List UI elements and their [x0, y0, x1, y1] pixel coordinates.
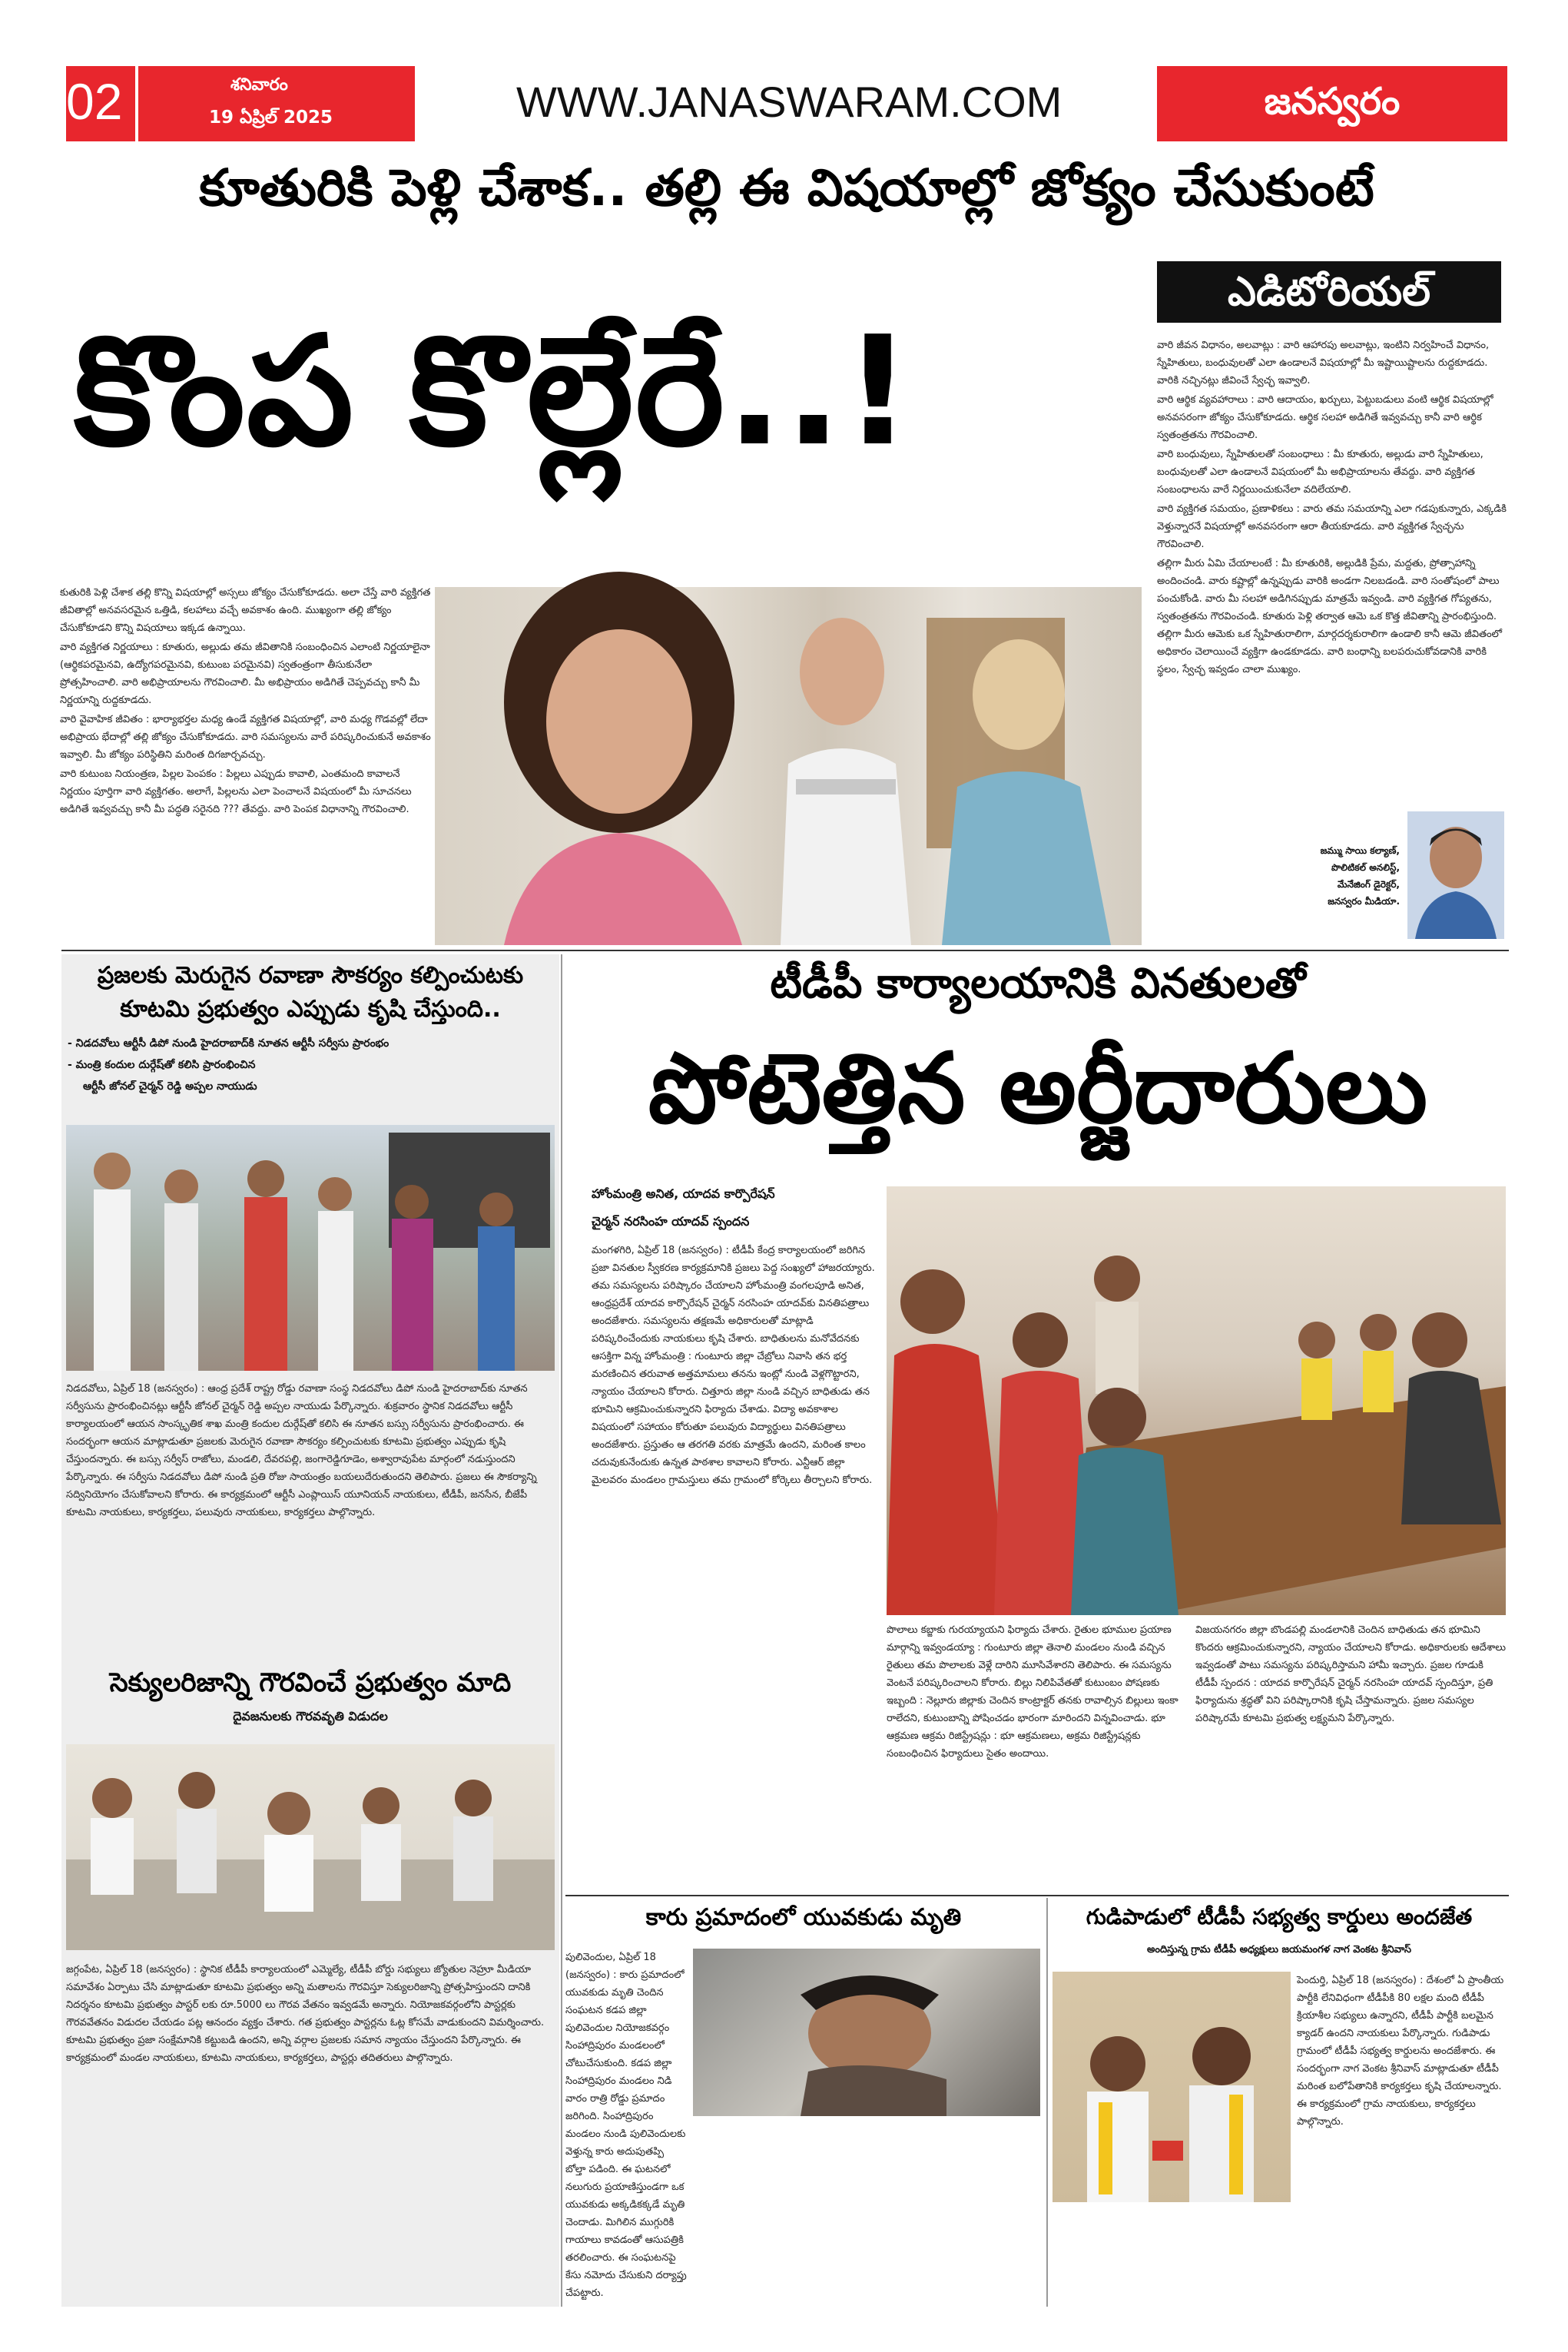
lead-para: వారి వైవాహిక జీవితం : భార్యాభర్తల మధ్య ఉండే వ్యక్తిగత విషయాల్లో, వారి మధ్య గొడవల్లో లేదా అభిప్రాయ భేదాల్లో తల్లి జోక్యం చేసుకోకూడదు. వారి సమస్యలను వారే పరిష్కరించుకునే అవకాశం ఇవ్వాలి. మీ జోక్యం పరిస్థితిని మరింత దిగజార్చవచ్చు. [60, 714, 431, 761]
website-url: WWW.JANASWARAM.COM [516, 78, 1062, 126]
column-divider [561, 954, 562, 2307]
tdp-subhead-1: హోంమంత్రి అనిత, యాదవ కార్పొరేషన్ [592, 1186, 775, 1201]
editorial-para: వారి వ్యక్తిగత సమయం, ప్రణాళికలు : వారు తమ సమయాన్ని ఎలా గడపుకున్నారు, ఎక్కడికి వెళ్తున్నారనే విషయాల్లో అనవసరంగా ఆరా తీయకూడదు. వారి వ్యక్తిగత స్వేచ్ఛను గౌరవించాలి. [1157, 503, 1507, 550]
editorial-para: తల్లిగా మీరు ఏమి చేయాలంటే : మీ కూతురికి, అల్లుడికి ప్రేమ, మద్దతు, ప్రోత్సాహాన్ని అందించండి. వారు కష్టాల్లో ఉన్నప్పుడు వారికి అండగా నిలబడండి. వారి సంతోషంలో పాలు పంచుకోండి. వారు మీ సలహా అడిగినప్పుడు మాత్రమే ఇవ్వండి. వారి వ్యక్తిగత గోప్యతను, స్వతంత్రతను గౌరవించండి. కూతురు పెళ్లి తర్వాత ఆమె ఒక కొత్త జీవితాన్ని ప్రారంభిస్తుంది. తల్లిగా మీరు ఆమెకు ఒక స్నేహితురాలిగా, మార్గదర్శకురాలిగా ఉండాలి కానీ ఆమె జీవితంలో అధికారం చెలాయించే వ్యక్తిగా ఉండకూడదు. వారి బంధాన్ని బలపరుచుకోవడానికి వారికి స్థలం, స్వేచ్ఛ ఇవ్వడం చాలా ముఖ్యం. [1157, 558, 1503, 675]
rtc-bullet: ఆర్టీసీ జోనల్ చైర్మన్ రెడ్డి అప్పల నాయుడు [83, 1080, 257, 1093]
editorial-body [1157, 337, 1510, 802]
accident-body-top: పులివెందుల, ఏప్రిల్ 18 (జనస్వరం) : కారు ప్రమాదంలో యువకుడు మృతి చెందిన సంఘటన కడప జిల్లా పులివెందుల నియోజకవర్గం సింహాద్రిపురం మండలంలో చోటుచేసుకుంది. కడప జిల్లా సింహాద్రిపురం మండలం నిడి వారం రాత్రి రోడ్డు ప్రమాదం జరిగింది. సింహాద్రిపురం మండలం నుండి పులివెందులకు వెళ్తున్న కారు అదుపుతప్పి బోల్తా పడింది. ఈ ఘటనలో నలుగురు ప్రయాణిస్తుండగా ఒక యువకుడు అక్కడికక్కడే మృతి చెందాడు. మిగిలిన ముగ్గురికి గాయాలు కావడంతో ఆసుపత్రికి తరలించారు. ఈ సంఘటనపై కేసు నమోదు చేసుకుని దర్యాప్తు చేపట్టారు. [565, 1952, 687, 2299]
day-label: శనివారం [230, 75, 288, 95]
byline-line: జమ్ము సాయి కల్యాణ్, [1320, 845, 1400, 856]
byline-line: పొలిటికల్ అనలిస్ట్, [1331, 862, 1400, 873]
author-illustration [1407, 811, 1504, 939]
rtc-body: నిడదవోలు, ఏప్రిల్ 18 (జనస్వరం) : ఆంధ్ర ప్రదేశ్ రాష్ట్ర రోడ్డు రవాణా సంస్థ నిడదవోలు డిపో నుండి హైదరాబాద్‌కు నూతన సర్వీసును ప్రారంభించినట్లు ఆర్టీసీ జోనల్ చైర్మన్ రెడ్డి అప్పల నాయుడు పేర్కొన్నారు. శుక్రవారం స్థానిక నిడదవోలు ఆర్టీసీ కార్యాలయంలో ఆయన సాంస్కృతిక శాఖ మంత్రి కందుల దుర్గేష్‌తో కలిసి ఈ నూతన బస్సు సర్వీసును ప్రారంభించారు. ఈ సందర్భంగా ఆయన మాట్లాడుతూ ప్రజలకు మెరుగైన రవాణా సౌకర్యం కల్పించుటకు కూటమి ప్రభుత్వం ఎప్పుడు కృషి చేస్తుందన్నారు. ఈ బస్సు సర్వీస్ రాజోలు, మండలి, దేవరపల్లి, జంగారెడ్డిగూడెం, అశ్వారావుపేట మార్గంలో నడుస్తుందని పేర్కొన్నారు. ఈ సర్వీసు నిడదవోలు డిపో నుండి ప్రతి రోజు సాయంత్రం బయలుదేరుతుందని తెలిపారు. ప్రజలు ఈ సౌకర్యాన్ని సద్వినియోగం చేసుకోవాలని కోరారు. ఈ కార్యక్రమంలో ఆర్టీసీ ఎంప్లాయిస్ యూనియన్ నాయకులు, టీడీపీ, జనసేన, బీజేపీ కూటమి నాయకులు, కార్యకర్తలు, పలువురు నాయకులు, కార్యకర్తలు పాల్గొన్నారు. [66, 1383, 537, 1518]
rtc-photo [66, 1125, 555, 1371]
section-divider [61, 950, 1509, 951]
bottom-column-divider [1046, 1898, 1048, 2307]
mother-daughter-photo [435, 587, 1142, 945]
rtc-bullet: - మంత్రి కందుల దుర్గేష్‌తో కలిసి ప్రారంభించిన [68, 1059, 256, 1071]
secular-body: జగ్గంపేట, ఏప్రిల్ 18 (జనస్వరం) : స్థానిక టీడీపీ కార్యాలయంలో ఎమ్మెల్యే, టీడీపీ బోర్డు సభ్యులు జ్యోతుల నెహ్రూ మీడియా సమావేశం ఏర్పాటు చేసి మాట్లాడుతూ కూటమి ప్రభుత్వం అన్ని మతాలను గౌరవిస్తూ సెక్యులరిజాన్ని ప్రోత్సహిస్తుందని దానికి నిదర్శనం కూటమి ప్రభుత్వం పాస్టర్ లకు రూ.5000 లు గౌరవ వేతనం ఇవ్వడమే అన్నారు. నియోజకవర్గంలోని పాస్టర్లకు గౌరవవేతనం విడుదల చేయడం పట్ల ఆనందం వ్యక్తం చేశారు. గత ప్రభుత్వం పాస్టర్లను ఓట్ల కోసమే వాడుకుందని విమర్శించారు. కూటమి ప్రభుత్వం ప్రజా సంక్షేమానికి కట్టుబడి ఉందని, అన్ని వర్గాల ప్రజలకు సమాన న్యాయం చేస్తుందని పేర్కొన్నారు. ఈ కార్యక్రమంలో మండల నాయకులు, కూటమి నాయకులు, కార్యకర్తలు, పాస్టర్లు తదితరులు పాల్గొన్నారు. [66, 1964, 545, 2064]
gudipadu-photo [1053, 1972, 1291, 2202]
secular-photo-illustration [66, 1744, 555, 1950]
tdp-headline: పోటెత్తిన అర్జీదారులు [648, 1032, 1428, 1145]
editorial-byline [1268, 842, 1400, 910]
gudipadu-photo-illustration [1053, 1972, 1291, 2202]
editorial-para: వారి జీవన విధానం, అలవాట్లు : వారి ఆహారపు అలవాట్లు, ఇంటిని నిర్వహించే విధానం, స్నేహితులు, బంధువులతో ఎలా ఉండాలనే విషయాల్లో మీ ఇష్టాయిష్టాలను రుద్దకూడదు. వారికి నచ్చినట్లు జీవించే స్వేచ్ఛ ఇవ్వాలి. [1157, 340, 1490, 386]
bottom-section-divider [565, 1895, 1509, 1896]
accident-photo-illustration [693, 1949, 1040, 2116]
paper-name: జనస్వరం [1264, 80, 1401, 123]
accident-headline: కారు ప్రమాదంలో యువకుడు మృతి [645, 1904, 962, 1931]
photo-illustration [435, 587, 1142, 945]
lead-headline: కొంప కొల్లేరే..! [74, 304, 914, 479]
gudipadu-body: పెందుర్తి, ఏప్రిల్ 18 (జనస్వరం) : దేశంలో ఏ ప్రాంతీయ పార్టీకి లేనివిధంగా టీడీపీకి 80 లక్షల మంది టీడీపీ క్రియాశీల సభ్యులు ఉన్నారని, టీడీపీ పార్టీకి బలమైన క్యాడర్ ఉందని నాయకులు పేర్కొన్నారు. గుడిపాడు గ్రామంలో టీడీపీ సభ్యత్వ కార్డులను అందజేశారు. ఈ సందర్భంగా నాగ వెంకట శ్రీనివాస్ మాట్లాడుతూ టీడీపీ మరింత బలోపేతానికి కార్యకర్తలు కృషి చేయాలన్నారు. ఈ కార్యక్రమంలో గ్రామ నాయకులు, కార్యకర్తలు పాల్గొన్నారు. [1297, 1975, 1504, 2128]
rtc-headline-2: కూటమి ప్రభుత్వం ఎప్పుడు కృషి చేస్తుంది.. [120, 996, 501, 1023]
tdp-col-2: పొలాలు కబ్జాకు గురయ్యాయని ఫిర్యాదు చేశారు. రైతుల భూముల ప్రయాణ మార్గాన్ని ఇవ్వండయ్యా : గుంటూరు జిల్లా తెనాలి మండలం నుండి వచ్చిన రైతులు తమ పొలాలకు వెళ్లే దారిని మూసివేశారని తెలిపారు. ఈ సమస్యను వెంటనే పరిష్కరించాలని కోరారు. బిల్లు నిలిపివేతతో కుటుంబం పోషణకు ఇబ్బంది : నెల్లూరు జిల్లాకు చెందిన కాంట్రాక్టర్ తనకు రావాల్సిన బిల్లులు ఇంకా రాలేదని, కుటుంబాన్ని పోషించడం భారంగా మారిందని విన్నవించాడు. భూ ఆక్రమణ ఆక్రమ రిజిస్ట్రేషన్లు : భూ ఆక్రమణలు, అక్రమ రిజిస్ట్రేషన్లకు సంబంధించిన ఫిర్యాదులు సైతం అందాయి. [887, 1624, 1178, 1760]
lead-body [60, 584, 433, 937]
lead-kicker: కూతురికి పెళ్లి చేశాక.. తల్లి ఈ విషయాల్లో జోక్యం చేసుకుంటే [199, 158, 1374, 217]
accident-body-bottom [565, 2122, 1042, 2301]
date-label: 19 ఏప్రిల్ 2025 [209, 108, 333, 128]
tdp-kicker: టీడీపీ కార్యాలయానికి వినతులతో [770, 959, 1306, 1007]
gudipadu-subhead: అందిస్తున్న గ్రామ టీడీపీ అధ్యక్షులు జయమంగళ నాగ వెంకట శ్రీనివాస్ [1146, 1944, 1412, 1956]
tdp-meeting-photo [887, 1186, 1506, 1615]
secular-subhead: దైవజనులకు గౌరవవృతి విడుదల [233, 1709, 388, 1723]
tdp-subhead-2: చైర్మన్ నరసింహ యాదవ్ స్పందన [592, 1214, 750, 1229]
secular-photo [66, 1744, 555, 1950]
author-photo [1407, 811, 1504, 939]
lead-para: వారి కుటుంబ నియంత్రణ, పిల్లల పెంపకం : పిల్లలు ఎప్పుడు కావాలి, ఎంతమంది కావాలనే నిర్ణయం పూర్తిగా వారి వ్యక్తిగతం. అలాగే, పిల్లలను ఎలా పెంచాలనే విషయంలో మీ సూచనలు అడిగితే ఇవ్వవచ్చు కానీ మీ పద్ధతి సరైనది ??? తేవద్దు. వారి పెంపక విధానాన్ని గౌరవించాలి. [60, 768, 412, 815]
lead-para: కుతురికి పెళ్లి చేశాక తల్లి కొన్ని విషయాల్లో అస్సలు జోక్యం చేసుకోకూడదు. అలా చేస్తే వారి వ్యక్తిగత జీవితాల్లో అనవసరమైన ఒత్తిడి, కలహాలు వచ్చే అవకాశం ఉంది. ముఖ్యంగా తల్లి జోక్యం చేసుకోకూడని కొన్ని విషయాలు ఇక్కడ ఉన్నాయి. [60, 587, 431, 634]
lead-para: వారి వ్యక్తిగత నిర్ణయాలు : కూతురు, అల్లుడు తమ జీవితానికి సంబంధించిన ఎలాంటి నిర్ణయాలైనా (ఆర్థికపరమైనవి, ఉద్యోగపరమైనవి, కుటుంబ పరమైనవి) స్వతంత్రంగా తీసుకునేలా ప్రోత్సహించాలి. వారి అభిప్రాయాలను గౌరవించాలి. మీ అభిప్రాయం అడిగితే చెప్పవచ్చు కానీ మీ నిర్ణయాన్ని రుద్దకూడదు. [60, 642, 430, 706]
secular-headline: సెక్యులరిజాన్ని గౌరవించే ప్రభుత్వం మాది [109, 1667, 512, 1698]
tdp-col-1: మంగళగిరి, ఏప్రిల్ 18 (జనస్వరం) : టీడీపీ కేంద్ర కార్యాలయంలో జరిగిన ప్రజా వినతుల స్వీకరణ కార్యక్రమానికి ప్రజలు పెద్ద సంఖ్యలో హాజరయ్యారు. తమ సమస్యలను పరిష్కారం చేయాలని హోంమంత్రి వంగలపూడి అనిత, ఆంధ్రప్రదేశ్ యాదవ కార్పొరేషన్ చైర్మన్ నరసింహ యాదవ్‌కు వినతిపత్రాలు అందజేశారు. సమస్యలను తక్షణమే అధికారులతో మాట్లాడి పరిష్కరించేందుకు నాయకులు కృషి చేశారు. బాధితులను మనోవేదనకు ఆసక్తిగా విన్న హోంమంత్రి : గుంటూరు జిల్లా చేబ్రోలు నివాసి తన భర్త మరణించిన తరువాత అత్తమామలు తనను ఇంట్లో నుండి వెళ్లగొట్టారని, న్యాయం చేయాలని కోరారు. చిత్తూరు జిల్లా నుండి వచ్చిన బాధితుడు తన భూమిని ఆక్రమించుకున్నారని ఫిర్యాదు చేశాడు. విద్యా అవకాశాల విషయంలో సహాయం కోరుతూ పలువురు విద్యార్థులు వినతిపత్రాలు అందజేశారు. ప్రస్తుతం ఆ తరగతి వరకు మాత్రమే ఉందని, మరింత కాలం చదువుకునేందుకు ఉన్నత పాఠశాల కావాలని కోరారు. ఎన్టీఆర్ జిల్లా మైలవరం మండలం గ్రామస్తులు తమ గ్రామంలో కోర్కెలు తీర్చాలని కోరారు. [592, 1245, 875, 1486]
rtc-bullets [68, 1033, 556, 1097]
rtc-headline-1: ప్రజలకు మెరుగైన రవాణా సౌకర్యం కల్పించుటకు [97, 962, 524, 989]
tdp-photo-illustration [887, 1186, 1506, 1615]
editorial-para: వారి బంధువులు, స్నేహితులతో సంబంధాలు : మీ కూతురు, అల్లుడు వారి స్నేహితులు, బంధువులతో ఎలా ఉండాలనే విషయంలో మీ అభిప్రాయాలను తేవద్దు. వారి వ్యక్తిగత సంబంధాలను వారే నిర్ణయించుకునేలా వదిలేయాలి. [1157, 449, 1483, 496]
editorial-label: ఎడిటోరియల్ [1227, 269, 1430, 315]
tdp-col-3: విజయనగరం జిల్లా బొండపల్లి మండలానికి చెందిన బాధితుడు తన భూమిని కొందరు ఆక్రమించుకున్నారని, న్యాయం చేయాలని కోరాడు. అధికారులకు ఆదేశాలు ఇవ్వడంతో పాటు సమస్యను పరిష్కరిస్తామని హామీ ఇచ్చారు. ప్రజల గూడుకి టీడీపీ స్పందన : యాదవ కార్పొరేషన్ చైర్మన్ నరసింహ యాదవ్ స్పందిస్తూ, ప్రతి ఫిర్యాదును శ్రద్ధతో విని పరిష్కారానికి కృషి చేస్తామన్నారు. ప్రజల సమస్యల పరిష్కారమే కూటమి ప్రభుత్వ లక్ష్యమని పేర్కొన్నారు. [1195, 1624, 1507, 1724]
byline-line: మేనేజింగ్ డైరెక్టర్, [1337, 879, 1400, 890]
byline-line: జనస్వరం మీడియా. [1328, 896, 1400, 907]
gudipadu-headline: గుడిపాడులో టీడీపీ సభ్యత్వ కార్డులు అందజేత [1086, 1904, 1473, 1929]
editorial-para: వారి ఆర్థిక వ్యవహారాలు : వారి ఆదాయం, ఖర్చులు, పెట్టుబడులు వంటి ఆర్థిక విషయాల్లో అనవసరంగా జోక్యం చేసుకోకూడదు. ఆర్థిక సలహా అడిగితే ఇవ్వవచ్చు కానీ వారి ఆర్థిక స్వతంత్రతను గౌరవించాలి. [1157, 394, 1493, 441]
accident-photo [693, 1949, 1040, 2116]
page-number: 02 [66, 73, 123, 130]
rtc-bullet: - నిడదవోలు ఆర్టీసీ డిపో నుండి హైదరాబాద్‌కి నూతన ఆర్టీసీ సర్వీసు ప్రారంభం [68, 1037, 390, 1050]
rtc-photo-illustration [66, 1125, 555, 1371]
